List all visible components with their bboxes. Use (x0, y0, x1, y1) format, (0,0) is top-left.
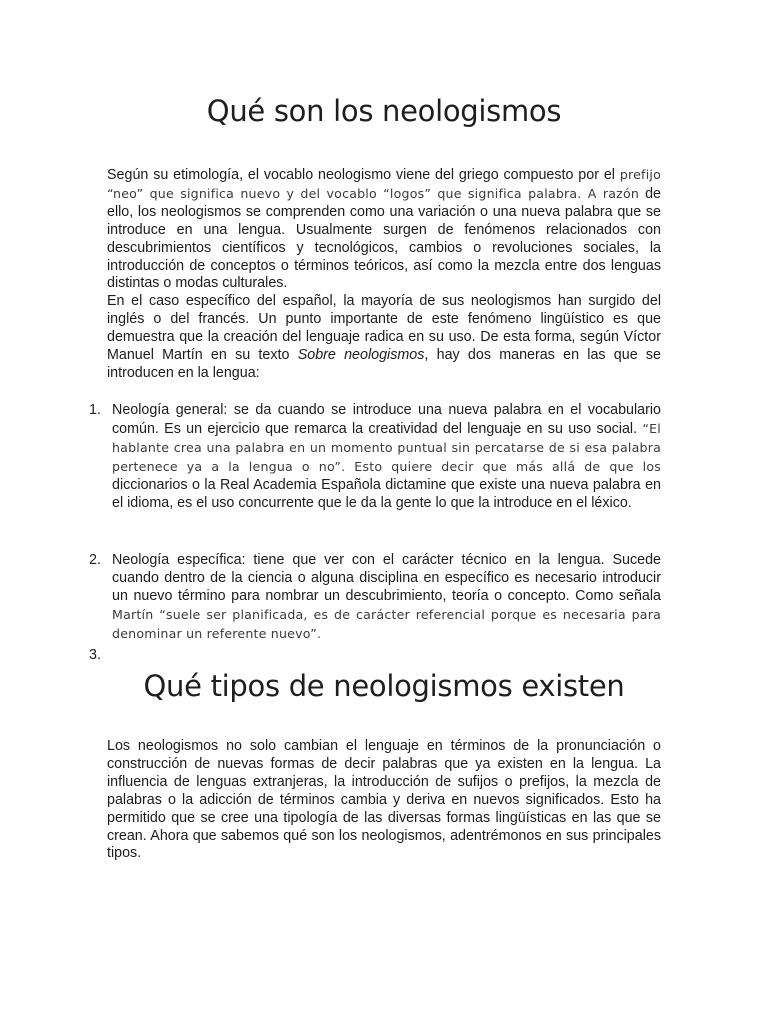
list-item-text-a: Neología específica: tiene que ver con el carácter técnico en la lengua. Sucede cuando dentro de la ciencia o alguna disciplina en específico es necesario introducir un nuevo término para nombrar un descubrimiento, teoría o concepto. Como señala (112, 552, 661, 604)
intro-sentence-1: Según su etimología, el vocablo neologismo viene del griego compuesto por el (107, 167, 615, 183)
list-item-text-c: diccionarios o la Real Academia Española dictamine que existe una nueva palabra en el idioma, es el uso concurrente que le da la gente lo que la introduce en el léxico. (112, 476, 661, 511)
intro-sentence-5: , hay dos maneras en las que se introducen en la lengua: (107, 347, 662, 381)
list-number: 2. (89, 552, 101, 568)
list-item-quote: Martín “suele ser planificada, es de carácter referencial porque es necesaria para denominar un referente nuevo”. (112, 606, 661, 641)
list-number: 1. (89, 402, 101, 418)
list-item-text (112, 402, 661, 512)
intro-sentence-3: de ello, los neologismos se comprenden como una variación o una nueva palabra que se introduce en una lengua. Usualmente surgen de fenómenos relacionados con descubrimientos científicos y tecnológicos, cambios o revoluciones sociales, la introducción de conceptos o términos teóricos, así como la mezcla entre dos lenguas distintas o modas culturales. (107, 185, 661, 292)
list-number: 3. (89, 647, 101, 663)
intro-sentence-4: En el caso específico del español, la mayoría de sus neologismos han surgido del inglés o del francés. Un punto importante de este fenómeno lingüístico es que demuestra que la creación del lenguaje radica en su uso. De esta forma, según Víctor Manuel Martín en su texto (107, 293, 661, 364)
section-title-tipos: Qué tipos de neologismos existen (143, 669, 625, 703)
intro-sentence-2: prefijo “neo” que significa nuevo y del vocablo “logos” que significa palabra. A razón (107, 167, 661, 201)
list-item-quote: “El hablante crea una palabra en un momento puntual sin percatarse de si esa palabra pertenece ya a la lengua o no”. Esto quiere decir que más allá de que los (112, 420, 661, 474)
section-title-que-son: Qué son los neologismos (206, 94, 562, 128)
tipos-paragraph: Los neologismos no solo cambian el lenguaje en términos de la pronunciación o construcción de nuevas formas de decir palabras que ya existen en la lengua. La influencia de lenguas extranjeras, la introducción de sufijos o prefijos, la mezcla de palabras o la adicción de términos cambia y deriva en nuevos significados. Esto ha permitido que se cree una tipología de las diversas formas lingüísticas en las que se crean. Ahora que sabemos qué son los neologismos, adentrémonos en sus principales tipos. (107, 738, 661, 862)
list-item-text (112, 552, 661, 644)
list-item-text-a: Neología general: se da cuando se introduce una nueva palabra en el vocabulario común. Es un ejercicio que remarca la creatividad del lenguaje en su uso social. (112, 402, 661, 437)
book-title: Sobre neologismos (297, 347, 425, 364)
intro-paragraph (107, 166, 661, 383)
